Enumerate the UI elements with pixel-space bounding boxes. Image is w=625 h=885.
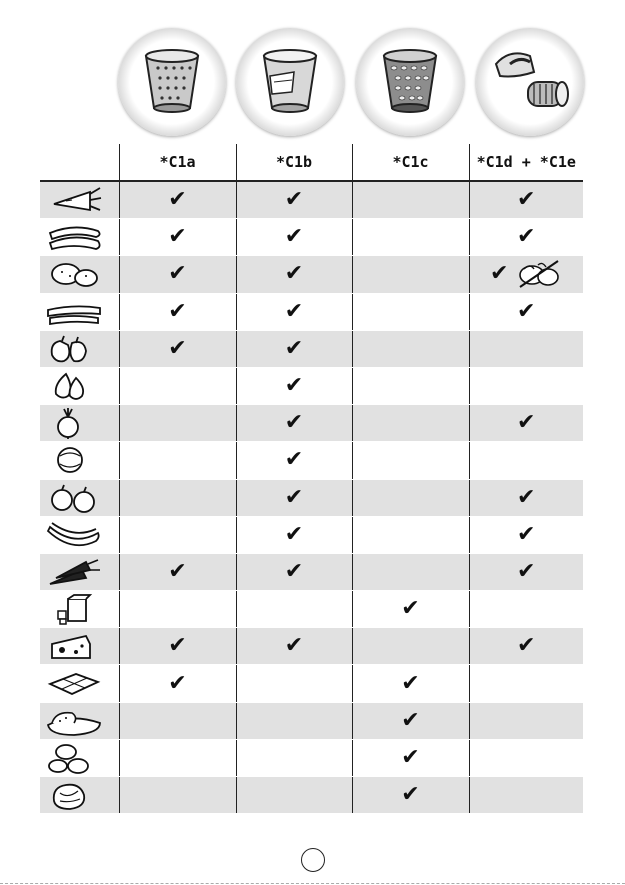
food-column-header (40, 144, 119, 181)
food-icon-cell (40, 702, 119, 739)
compat-cell-c1d (469, 330, 583, 367)
food-icon-cell (40, 405, 119, 442)
onion-icon (46, 370, 102, 402)
check-mark-icon: ✔ (401, 782, 420, 808)
compat-cell-c1d (469, 553, 583, 590)
check-mark-icon: ✔ (401, 707, 420, 733)
check-mark-icon: ✔ (284, 335, 304, 361)
check-mark-icon: ✔ (168, 261, 187, 287)
table-row (40, 181, 583, 219)
compat-cell-c1a (119, 739, 236, 776)
compat-cell-c1c (352, 479, 469, 516)
check-mark-icon: ✔ (517, 521, 536, 547)
compat-cell-c1c (352, 516, 469, 553)
compat-cell-c1c (352, 293, 469, 330)
compat-cell-c1b (236, 479, 352, 516)
check-with-exception (490, 259, 562, 289)
compat-cell-c1d (469, 442, 583, 479)
table-row (40, 591, 583, 628)
compat-cell-c1a (119, 516, 236, 553)
carrots-icon (46, 556, 102, 588)
compat-cell-c1c (352, 442, 469, 479)
compat-cell-c1c (352, 367, 469, 404)
check-mark-icon: ✔ (284, 298, 304, 324)
compat-cell-c1a (119, 777, 236, 814)
compat-cell-c1d (469, 293, 583, 330)
check-mark-icon: ✔ (401, 596, 420, 622)
compat-cell-c1a (119, 367, 236, 404)
column-header-c1a: *C1a (119, 144, 236, 181)
compatibility-table (40, 144, 583, 814)
check-mark-icon: ✔ (517, 187, 536, 213)
cucumber-icon (46, 296, 102, 328)
compat-cell-c1b (236, 665, 352, 702)
spiral-cutter-icon (476, 28, 584, 136)
compat-cell-c1a (119, 553, 236, 590)
check-mark-icon: ✔ (284, 261, 304, 287)
table-row (40, 628, 583, 665)
food-icon-cell (40, 479, 119, 516)
compat-cell-c1d (469, 219, 583, 256)
compat-cell-c1d (469, 181, 583, 219)
table-row (40, 256, 583, 293)
beetroot-icon (46, 407, 102, 439)
compat-cell-c1a (119, 442, 236, 479)
compat-cell-c1b (236, 591, 352, 628)
table-row (40, 777, 583, 814)
compat-cell-c1d (469, 405, 583, 442)
chocolate-icon (46, 668, 102, 700)
food-icon-cell (40, 665, 119, 702)
compat-cell-c1d (469, 479, 583, 516)
slicer-drum-icon (236, 28, 344, 136)
check-mark-icon: ✔ (168, 187, 187, 213)
column-header-c1c: *C1c (352, 144, 469, 181)
compat-cell-c1b (236, 516, 352, 553)
compat-cell-c1c (352, 628, 469, 665)
compat-cell-c1b (236, 777, 352, 814)
table-row (40, 665, 583, 702)
check-mark-icon: ✔ (284, 373, 304, 399)
check-mark-icon: ✔ (284, 410, 304, 436)
compat-cell-c1c (352, 219, 469, 256)
check-mark-icon: ✔ (284, 224, 304, 250)
compat-cell-c1a (119, 591, 236, 628)
compat-cell-c1c (352, 777, 469, 814)
accessory-icons-row (112, 28, 590, 142)
compat-cell-c1c (352, 181, 469, 219)
food-icon-cell (40, 330, 119, 367)
check-mark-icon: ✔ (284, 633, 304, 659)
compat-cell-c1d (469, 516, 583, 553)
table-row (40, 553, 583, 590)
table-row (40, 367, 583, 404)
pepper-icon (46, 333, 102, 365)
column-header-c1b: *C1b (236, 144, 352, 181)
compat-cell-c1d (469, 628, 583, 665)
fine-grater-drum-icon (118, 28, 226, 136)
compat-cell-c1a (119, 702, 236, 739)
compat-cell-c1a (119, 479, 236, 516)
column-header-c1d-c1e: *C1d + *C1e (469, 144, 583, 181)
check-mark-icon: ✔ (284, 521, 304, 547)
compat-cell-c1a (119, 330, 236, 367)
check-mark-icon: ✔ (168, 633, 187, 659)
food-icon-cell (40, 367, 119, 404)
table-row (40, 219, 583, 256)
check-mark-icon: ✔ (517, 633, 536, 659)
check-mark-icon: ✔ (490, 261, 509, 287)
food-icon-cell (40, 293, 119, 330)
compat-cell-c1c (352, 405, 469, 442)
compat-cell-c1d (469, 739, 583, 776)
food-icon-cell (40, 256, 119, 293)
check-mark-icon: ✔ (401, 670, 420, 696)
compat-cell-c1d (469, 777, 583, 814)
compat-cell-c1a (119, 665, 236, 702)
swiss-cheese-icon (46, 630, 102, 662)
lettuce-icon (46, 779, 102, 811)
compat-cell-c1a (119, 293, 236, 330)
compat-cell-c1b (236, 442, 352, 479)
compat-cell-c1a (119, 628, 236, 665)
compat-cell-c1b (236, 367, 352, 404)
banana-icon (46, 519, 102, 551)
table-row (40, 739, 583, 776)
food-icon-cell (40, 591, 119, 628)
food-icon-cell (40, 219, 119, 256)
compat-cell-c1d (469, 665, 583, 702)
food-icon-cell (40, 516, 119, 553)
compat-cell-c1c (352, 330, 469, 367)
page-bottom-edge (0, 883, 625, 884)
food-icon-cell (40, 739, 119, 776)
compat-cell-c1b (236, 330, 352, 367)
compat-cell-c1a (119, 219, 236, 256)
compat-cell-c1b (236, 293, 352, 330)
check-mark-icon: ✔ (168, 558, 187, 584)
check-mark-icon: ✔ (401, 744, 420, 770)
compat-cell-c1d (469, 702, 583, 739)
food-icon-cell (40, 628, 119, 665)
compat-cell-c1c (352, 256, 469, 293)
check-mark-icon: ✔ (517, 484, 536, 510)
check-mark-icon: ✔ (517, 558, 536, 584)
check-mark-icon: ✔ (517, 410, 536, 436)
coarse-grater-drum-icon (356, 28, 464, 136)
check-mark-icon: ✔ (284, 558, 304, 584)
compat-cell-c1c (352, 553, 469, 590)
compat-cell-c1c (352, 702, 469, 739)
food-icon-cell (40, 442, 119, 479)
compat-cell-c1b (236, 181, 352, 219)
apple-icon (46, 482, 102, 514)
page-number-badge (301, 848, 325, 872)
compat-cell-c1b (236, 405, 352, 442)
compat-cell-c1a (119, 405, 236, 442)
check-mark-icon: ✔ (168, 670, 187, 696)
compat-cell-c1c (352, 591, 469, 628)
check-mark-icon: ✔ (284, 447, 304, 473)
table-row (40, 702, 583, 739)
compat-cell-c1c (352, 739, 469, 776)
table-row (40, 516, 583, 553)
table-row (40, 330, 583, 367)
table-row (40, 405, 583, 442)
carrot-icon (46, 184, 102, 216)
compat-cell-c1b (236, 739, 352, 776)
check-mark-icon: ✔ (284, 484, 304, 510)
cabbage-icon (46, 444, 102, 476)
hard-cheese-icon (46, 593, 102, 625)
compat-cell-c1d (469, 367, 583, 404)
food-icon-cell (40, 553, 119, 590)
compat-cell-c1b (236, 702, 352, 739)
check-mark-icon: ✔ (168, 335, 187, 361)
compat-cell-c1a (119, 181, 236, 219)
compat-cell-c1b (236, 553, 352, 590)
table-row (40, 293, 583, 330)
nuts-icon (46, 742, 102, 774)
check-mark-icon: ✔ (284, 187, 304, 213)
check-mark-icon: ✔ (517, 298, 536, 324)
compat-cell-c1d (469, 256, 583, 293)
compat-cell-c1a (119, 256, 236, 293)
food-icon-cell (40, 181, 119, 219)
compat-cell-c1d (469, 591, 583, 628)
zucchini-icon (46, 221, 102, 253)
check-mark-icon: ✔ (168, 224, 187, 250)
no-potato-icon (516, 259, 562, 289)
check-mark-icon: ✔ (517, 224, 536, 250)
compat-cell-c1b (236, 219, 352, 256)
table-header-row (40, 144, 583, 181)
compat-cell-c1c (352, 665, 469, 702)
bread-icon (46, 705, 102, 737)
check-mark-icon: ✔ (168, 298, 187, 324)
table-row (40, 479, 583, 516)
compat-cell-c1b (236, 256, 352, 293)
food-icon-cell (40, 777, 119, 814)
compat-cell-c1b (236, 628, 352, 665)
table-row (40, 442, 583, 479)
potato-icon (46, 258, 102, 290)
